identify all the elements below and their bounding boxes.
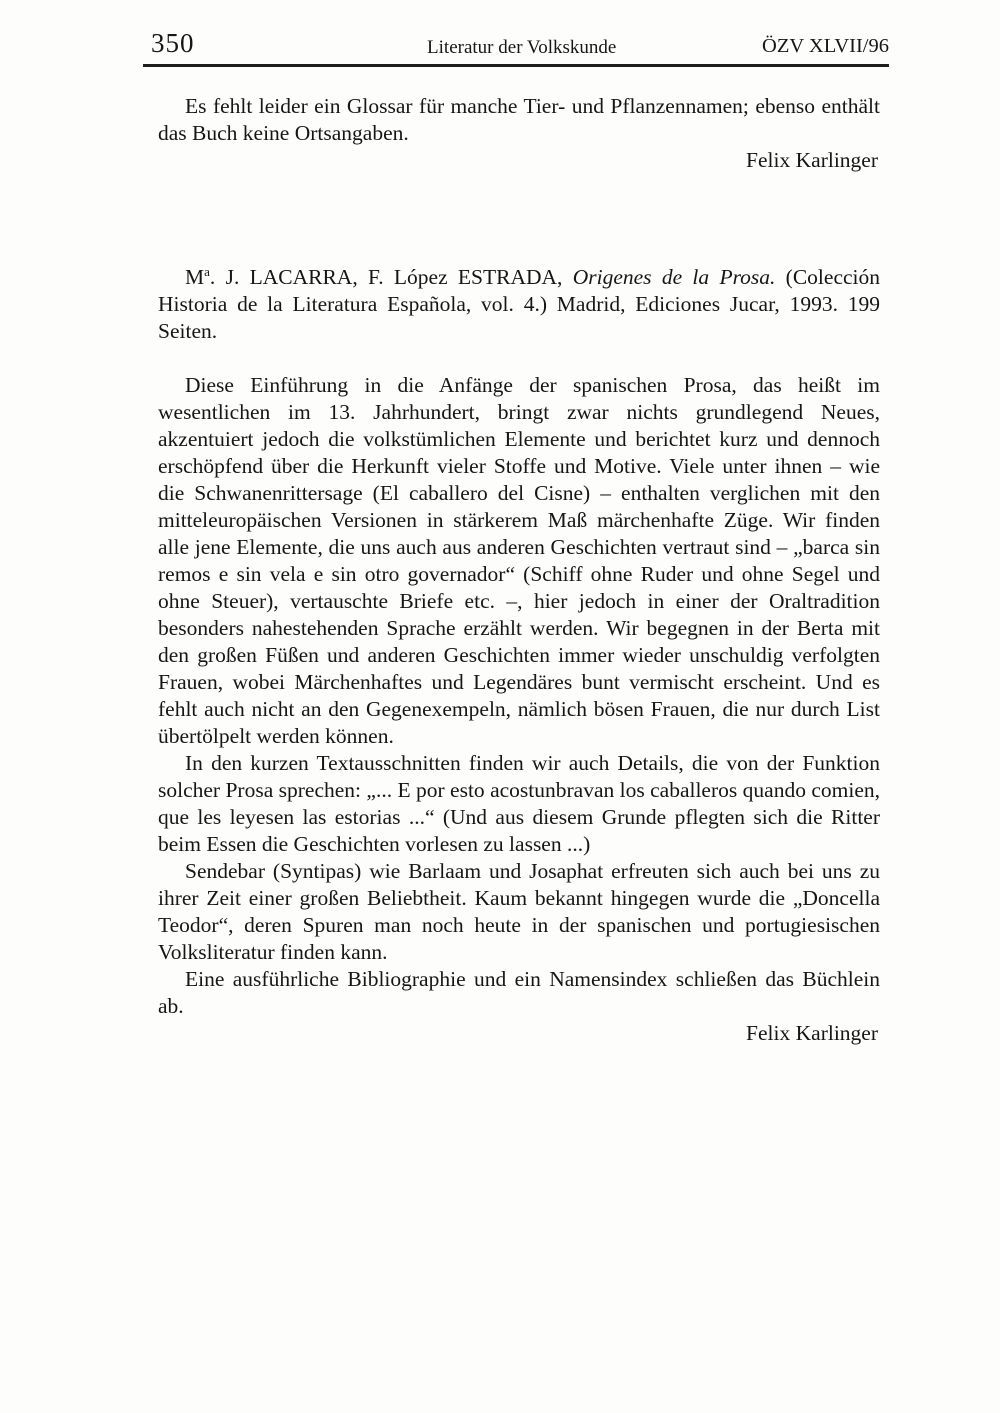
book-citation xyxy=(158,264,880,345)
header-rule xyxy=(143,64,889,67)
citation-publication-details: (Colección Historia de la Literatura Española, vol. 4.) Madrid, Ediciones Jucar, 1993. 199 Seiten. xyxy=(158,265,881,343)
running-head-title: Literatur der Volkskunde xyxy=(427,37,617,58)
running-head xyxy=(143,0,889,59)
review-paragraph-4: Eine ausführliche Bibliographie und ein Namensindex schließen das Büchlein ab. xyxy=(158,967,880,1018)
text-block xyxy=(158,93,880,1047)
page-content xyxy=(143,0,889,1047)
review-paragraph-1: Diese Einführung in die Anfänge der spanischen Prosa, das heißt im wesentlichen im 13. Jahrhundert, bringt zwar nichts grundlegend Neues, akzentuiert jedoch die volkstümlichen Elemente und berichtet kurz und dennoch erschöpfend über die Herkunft vieler Stoffe und Motive. Viele unter ihnen – wie die Schwanenrittersage (El caballero del Cisne) – enthalten verglichen mit den mitteleuropäischen Versionen in stärkerem Maß märchenhafte Züge. Wir finden alle jene Elemente, die uns auch aus anderen Geschichten vertraut sind – „barca sin remos e sin vela e sin otro governador“ (Schiff ohne Ruder und ohne Segel und ohne Steuer), vertauschte Briefe etc. –, hier jedoch in einer der Oraltradition besonders nahestehenden Sprache erzählt werden. Wir begegnen in der Berta mit den großen Füßen und anderen Geschichten immer wieder unschuldig verfolgten Frauen, wobei Märchenhaftes und Legendäres bunt vermischt erscheint. Und es fehlt auch nicht an den Gegenexempeln, nämlich bösen Frauen, die nur durch List übertölpelt werden können. xyxy=(158,373,880,748)
page-number: 350 xyxy=(151,28,195,58)
review-paragraph-3: Sendebar (Syntipas) wie Barlaam und Josaphat erfreuten sich auch bei uns zu ihrer Zeit einer großen Beliebtheit. Kaum bekannt hingegen wurde die „Doncella Teodor“, deren Spuren man noch heute in der spanischen und portugiesischen Volksliteratur finden kann. xyxy=(158,859,880,964)
reviewer-signature-bottom: Felix Karlinger xyxy=(746,1021,878,1045)
citation-author-initial: M xyxy=(185,265,205,289)
review-paragraph-2: In den kurzen Textausschnitten finden wir auch Details, die von der Funktion solcher Prosa sprechen: „... E por esto acostunbravan los caballeros quando comien, que les leyesen las estorias ...“ (Und aus diesem Grunde pflegten sich die Ritter beim Essen die Geschichten vorlesen zu lassen ...) xyxy=(158,751,880,856)
previous-review-closing-paragraph: Es fehlt leider ein Glossar für manche Tier- und Pflanzennamen; ebenso enthält das Buch keine Ortsangaben. xyxy=(158,94,880,145)
citation-book-title: Origenes de la Prosa. xyxy=(572,265,776,289)
reviewer-signature-top: Felix Karlinger xyxy=(746,148,878,172)
citation-superscript: a xyxy=(204,263,210,279)
citation-authors: . J. LACARRA, F. López ESTRADA, xyxy=(209,265,573,289)
journal-issue: ÖZV XLVII/96 xyxy=(762,35,889,57)
